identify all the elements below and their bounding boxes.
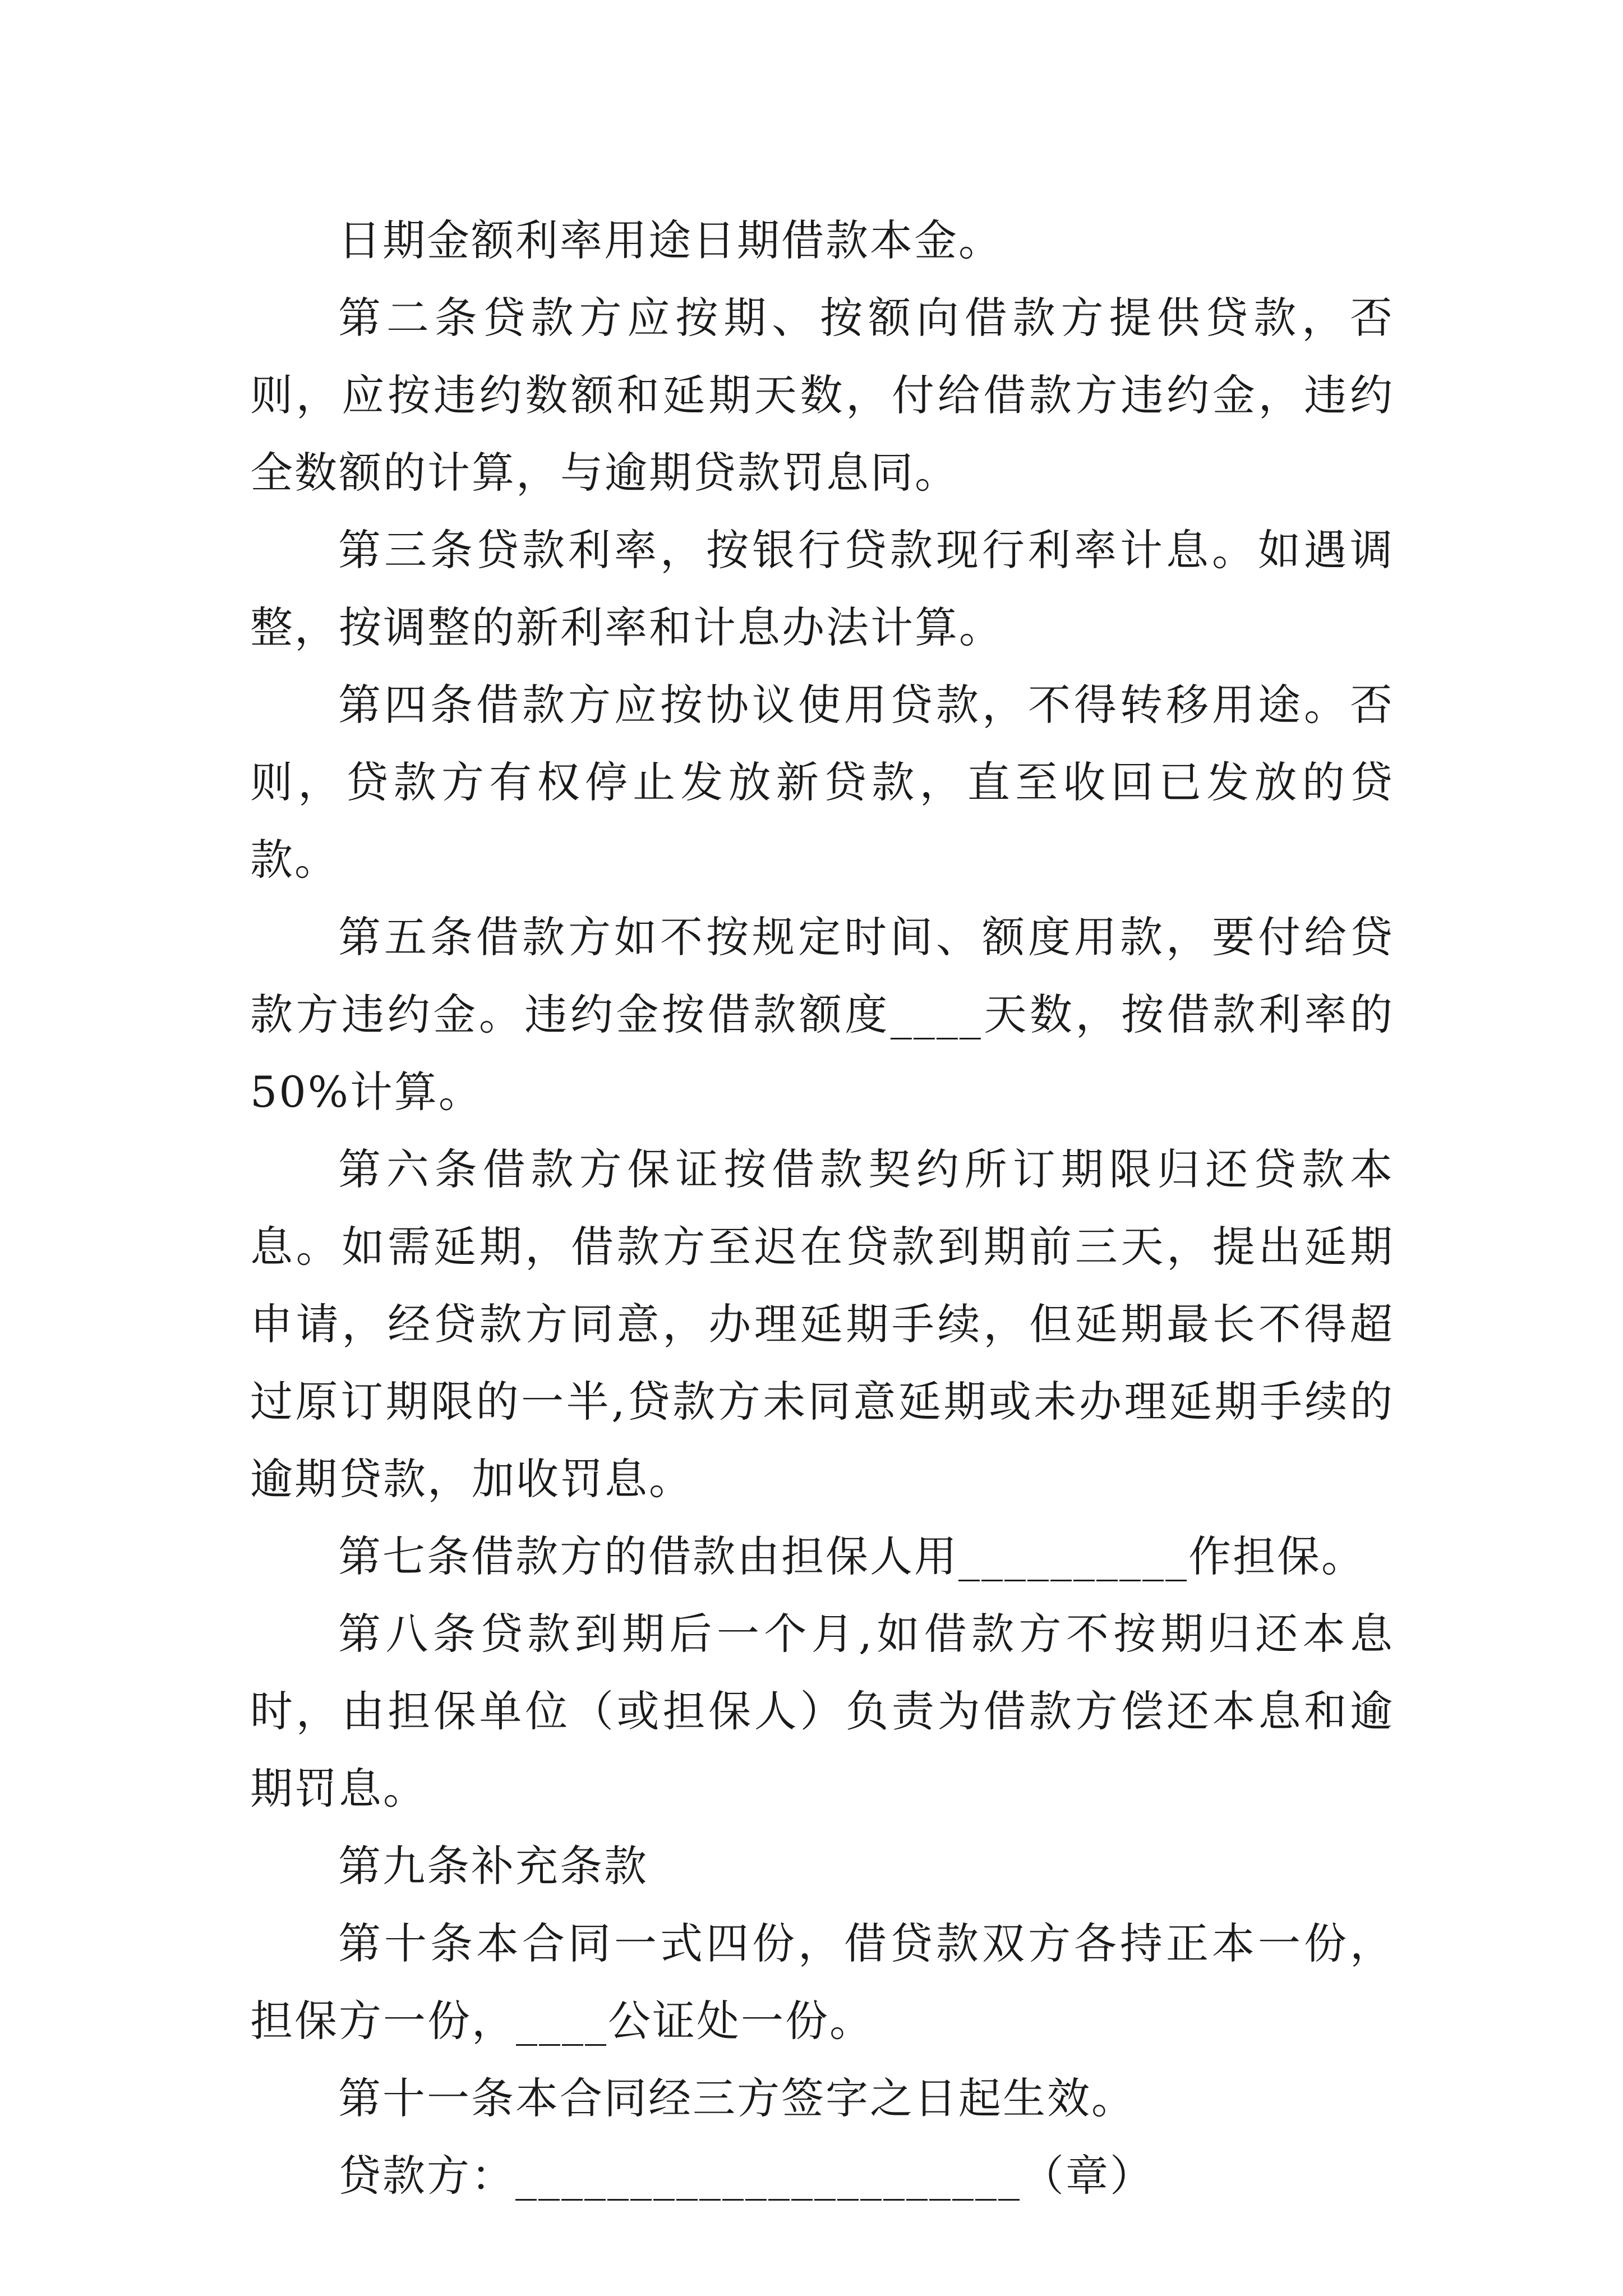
paragraph-loan-terms-header: 日期金额利率用途日期借款本金。 (338, 215, 1003, 265)
paragraph-article-6: 第六条借款方保证按借款契约所订期限归还贷款本息。如需延期，借款方至迟在贷款到期前三天，提出延期申请，经贷款方同意，办理延期手续，但延期最长不得超过原订期限的一半,贷款方未同意延期或未办理延期手续的逾期贷款，加收罚息。 (250, 1144, 1394, 1504)
paragraph-article-8: 第八条贷款到期后一个月,如借款方不按期归还本息时，由担保单位（或担保人）负责为借款方偿还本息和逾期罚息。 (250, 1609, 1394, 1814)
paragraph-article-11: 第十一条本合同经三方签字之日起生效。 (338, 2073, 1136, 2123)
signature-line-lender: 贷款方：______________________（章） (338, 2151, 1154, 2201)
paragraph-article-3: 第三条贷款利率，按银行贷款现行利率计息。如遇调整，按调整的新利率和计息办法计算。 (250, 525, 1394, 652)
paragraph-article-4: 第四条借款方应按协议使用贷款，不得转移用途。否则，贷款方有权停止发放新贷款，直至收回已发放的贷款。 (250, 680, 1394, 885)
paragraph-article-7: 第七条借款方的借款由担保人用__________作担保。 (338, 1531, 1366, 1581)
paragraph-article-2: 第二条贷款方应按期、按额向借款方提供贷款，否则，应按违约数额和延期天数，付给借款方违约金，违约全数额的计算，与逾期贷款罚息同。 (250, 293, 1394, 498)
document-body (250, 202, 1394, 2215)
paragraph-article-5: 第五条借款方如不按规定时间、额度用款，要付给贷款方违约金。违约金按借款额度____天数，按借款利率的 50%计算。 (250, 912, 1394, 1117)
paragraph-article-9: 第九条补充条款 (338, 1841, 648, 1891)
paragraph-article-10: 第十条本合同一式四份，借贷款双方各持正本一份，担保方一份，____公证处一份。 (250, 1918, 1394, 2046)
